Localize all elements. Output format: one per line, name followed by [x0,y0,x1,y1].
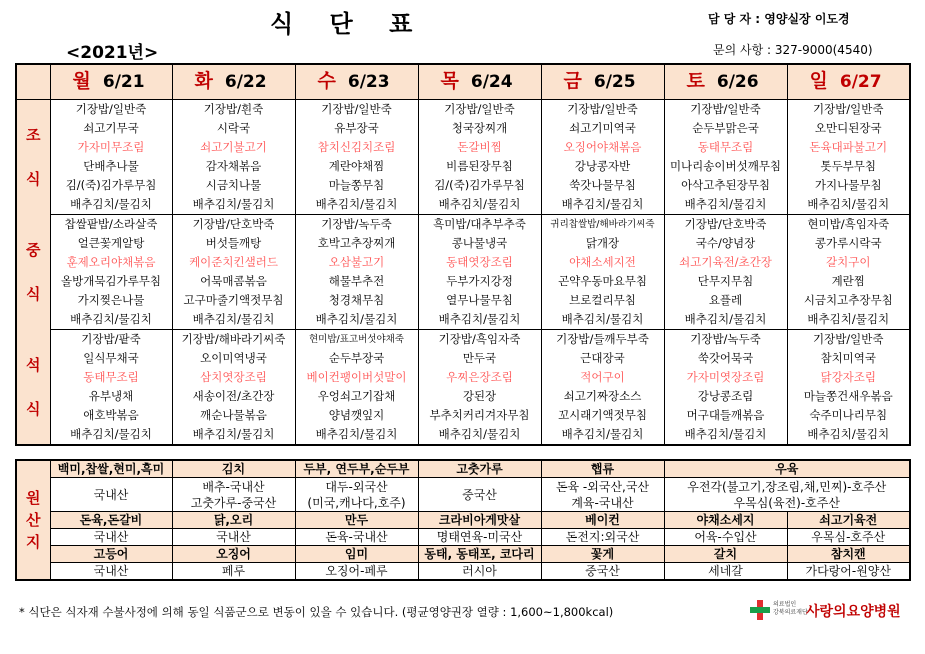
origin-value: 돈전지:외국산 [541,529,664,546]
menu-item: 기장밥/흰죽 [172,100,295,120]
menu-item: 참치미역국 [787,349,910,368]
menu-item: 기장밥/흑임자죽 [418,330,541,350]
origin-head: 백미,찹쌀,현미,흑미 [50,460,172,478]
menu-item: 배추김치/물김치 [787,195,910,215]
origin-head: 고춧가루 [418,460,541,478]
menu-item: 부추치커리겨자무침 [418,406,541,425]
menu-item: 숙주미나리무침 [787,406,910,425]
menu-item: 배추김치/물김치 [418,195,541,215]
menu-item: 오만디된장국 [787,119,910,138]
menu-item: 김/(죽)김가루무침 [418,176,541,195]
origin-table [15,459,911,581]
menu-item: 비름된장무침 [418,157,541,176]
menu-item: 배추김치/물김치 [295,310,418,330]
menu-item: 콩가루시락국 [787,234,910,253]
menu-item: 기장밥/일반죽 [50,100,172,120]
menu-item: 기장밥/해바라기씨죽 [172,330,295,350]
menu-item: 기장밥/녹두죽 [295,215,418,235]
menu-item: 쇠고기불고기 [172,138,295,157]
menu-item: 기장밥/들깨두부죽 [541,330,664,350]
menu-item: 쑥갓어묵국 [664,349,787,368]
menu-item: 배추김치/물김치 [541,425,664,445]
menu-item: 국수/양념장 [664,234,787,253]
menu-item: 고구마줄기액젓무침 [172,291,295,310]
origin-value: 어육-수입산 [664,529,787,546]
day-header-thu: 목 6/24 [418,64,541,100]
menu-item: 훈제오리야채볶음 [50,253,172,272]
menu-item: 머구대들깨볶음 [664,406,787,425]
origin-head: 임미 [295,546,418,563]
menu-item: 청경채무침 [295,291,418,310]
menu-item: 현미밥/표고버섯야채죽 [295,330,418,350]
menu-item: 현미밥/흑임자죽 [787,215,910,235]
menu-item: 흑미밥/대추부추죽 [418,215,541,235]
menu-item: 계란야채찜 [295,157,418,176]
menu-item: 마늘쫑건새우볶음 [787,387,910,406]
day-header-sat: 토 6/26 [664,64,787,100]
menu-item: 배추김치/물김치 [295,195,418,215]
menu-item: 기장밥/일반죽 [787,100,910,120]
origin-value: 국내산 [50,478,172,512]
menu-item: 버섯들깨탕 [172,234,295,253]
page-title: 식 단 표 [270,10,427,38]
menu-item: 배추김치/물김치 [787,310,910,330]
menu-item: 배추김치/물김치 [787,425,910,445]
origin-head: 크라비아게맛살 [418,512,541,529]
menu-item: 기장밥/단호박죽 [664,215,787,235]
menu-item: 시금치고추장무침 [787,291,910,310]
origin-value: 국내산 [50,529,172,546]
menu-item: 양념깻잎지 [295,406,418,425]
menu-item: 쇠고기미역국 [541,119,664,138]
menu-item: 기장밥/일반죽 [787,330,910,350]
menu-item: 우엉쇠고기잡채 [295,387,418,406]
origin-head: 참치캔 [787,546,910,563]
origin-value: 대두-외국산 (미국,캐나다,호주) [295,478,418,512]
origin-head: 야채소세지 [664,512,787,529]
menu-item: 배추김치/물김치 [172,425,295,445]
menu-item: 근대장국 [541,349,664,368]
origin-value: 중국산 [541,563,664,581]
manager-label: 담 당 자 : 영양실장 이도경 [708,12,850,26]
menu-item: 깨순나물볶음 [172,406,295,425]
origin-value: 국내산 [172,529,295,546]
meal-label-dinner: 석 식 [16,330,50,446]
menu-item: 새송이전/초간장 [172,387,295,406]
menu-item: 배추김치/물김치 [418,310,541,330]
menu-item: 아삭고추된장무침 [664,176,787,195]
menu-item: 동태무조림 [50,368,172,387]
origin-value: 가다랑어-원양산 [787,563,910,581]
footnote: * 식단은 식자재 수불사정에 의해 동일 식품군으로 변동이 있을 수 있습니다. (평균영양권장 열량 : 1,600~1,800kcal) [19,605,614,619]
menu-item: 닭개장 [541,234,664,253]
hospital-logo [750,600,910,626]
menu-item: 베이컨팽이버섯말이 [295,368,418,387]
logo-foundation-text: 의료법인 강북의료재단 [773,601,808,616]
menu-item: 단배추나물 [50,157,172,176]
menu-item: 가지나물무침 [787,176,910,195]
origin-head: 김치 [172,460,295,478]
day-header-wed: 수 6/23 [295,64,418,100]
menu-item: 어묵매콤볶음 [172,272,295,291]
menu-item: 올방개묵김가루무침 [50,272,172,291]
day-header-tue: 화 6/22 [172,64,295,100]
origin-head: 우육 [664,460,910,478]
origin-value: 배추-국내산 고춧가루-중국산 [172,478,295,512]
menu-item: 배추김치/물김치 [664,195,787,215]
menu-item: 만두국 [418,349,541,368]
day-header-mon: 월 6/21 [50,64,172,100]
menu-item: 쇠고기육전/초간장 [664,253,787,272]
contact-label: 문의 사항 : 327-9000(4540) [713,43,873,57]
origin-side-label: 원 산 지 [16,460,50,580]
menu-item: 미나리송이버섯깨무침 [664,157,787,176]
menu-item: 오징어야채볶음 [541,138,664,157]
origin-value: 오징어-페루 [295,563,418,581]
origin-value: 페루 [172,563,295,581]
menu-item: 브로컬리무침 [541,291,664,310]
origin-head: 두부, 연두부,순두부 [295,460,418,478]
menu-item: 쇠고기짜장소스 [541,387,664,406]
menu-item: 배추김치/물김치 [50,195,172,215]
menu-item: 감자채볶음 [172,157,295,176]
menu-item: 가지찢은나물 [50,291,172,310]
origin-head: 갈치 [664,546,787,563]
menu-item: 케이준치킨샐러드 [172,253,295,272]
menu-item: 시금치나물 [172,176,295,195]
origin-head: 만두 [295,512,418,529]
origin-head: 오징어 [172,546,295,563]
menu-item: 유부냉채 [50,387,172,406]
menu-item: 기장밥/단호박죽 [172,215,295,235]
menu-item: 찹쌀팥밥/소라살죽 [50,215,172,235]
origin-value: 세네갈 [664,563,787,581]
menu-item: 동태엿장조림 [418,253,541,272]
medical-cross-icon [750,600,770,620]
menu-item: 꼬시래기액젓무침 [541,406,664,425]
menu-item: 동태무조림 [664,138,787,157]
menu-item: 애호박볶음 [50,406,172,425]
menu-item: 배추김치/물김치 [50,425,172,445]
menu-item: 배추김치/물김치 [664,425,787,445]
corner-cell [16,64,50,100]
menu-item: 일식무채국 [50,349,172,368]
menu-item: 배추김치/물김치 [664,310,787,330]
menu-item: 돈갈비찜 [418,138,541,157]
menu-item: 강낭콩조림 [664,387,787,406]
menu-item: 기장밥/일반죽 [541,100,664,120]
menu-item: 순두부맑은국 [664,119,787,138]
menu-item: 돈육대파불고기 [787,138,910,157]
menu-item: 우찌은장조림 [418,368,541,387]
origin-head: 꽃게 [541,546,664,563]
origin-head: 돈육,돈갈비 [50,512,172,529]
menu-item: 유부장국 [295,119,418,138]
menu-item: 적어구이 [541,368,664,387]
origin-value: 국내산 [50,563,172,581]
year-label: <2021년> [66,43,159,63]
origin-value: 돈육 -외국산,국산 계육-국내산 [541,478,664,512]
meal-label-breakfast: 조 식 [16,100,50,215]
menu-item: 갈치구이 [787,253,910,272]
menu-item: 참치신김치조림 [295,138,418,157]
origin-value: 명태연육-미국산 [418,529,541,546]
origin-value: 돈육-국내산 [295,529,418,546]
origin-head: 쇠고기육전 [787,512,910,529]
menu-item: 얼큰꽃게알탕 [50,234,172,253]
menu-item: 가자미엿장조림 [664,368,787,387]
menu-item: 기장밥/녹두죽 [664,330,787,350]
menu-item: 호박고추장찌개 [295,234,418,253]
origin-head: 닭,오리 [172,512,295,529]
logo-hospital-name: 사랑의요양병원 [806,604,901,620]
origin-head: 동태, 동태포, 코다리 [418,546,541,563]
menu-item: 톳두부무침 [787,157,910,176]
origin-head: 햅류 [541,460,664,478]
menu-item: 기장밥/팥죽 [50,330,172,350]
menu-item: 순두부장국 [295,349,418,368]
menu-item: 쑥갓나물무침 [541,176,664,195]
menu-item: 계란찜 [787,272,910,291]
origin-value: 중국산 [418,478,541,512]
menu-item: 단무지무침 [664,272,787,291]
menu-item: 열무나물무침 [418,291,541,310]
origin-value: 우전각(불고기,장조림,채,민찌)-호주산 우목심(육전)-호주산 [664,478,910,512]
menu-item: 배추김치/물김치 [172,195,295,215]
menu-item: 가자미무조림 [50,138,172,157]
menu-item: 오이미역냉국 [172,349,295,368]
menu-item: 배추김치/물김치 [295,425,418,445]
menu-item: 마늘쫑무침 [295,176,418,195]
menu-item: 기장밥/일반죽 [664,100,787,120]
menu-item: 삼치엿장조림 [172,368,295,387]
menu-item: 배추김치/물김치 [541,195,664,215]
menu-item: 시락국 [172,119,295,138]
menu-item: 청국장찌개 [418,119,541,138]
day-header-sun: 일 6/27 [787,64,910,100]
menu-item: 강된장 [418,387,541,406]
menu-item: 쇠고기무국 [50,119,172,138]
meal-label-lunch: 중 식 [16,215,50,330]
menu-item: 배추김치/물김치 [541,310,664,330]
menu-item: 해물부추전 [295,272,418,291]
day-header-fri: 금 6/25 [541,64,664,100]
origin-head: 고등어 [50,546,172,563]
menu-item: 기장밥/일반죽 [295,100,418,120]
origin-value: 러시아 [418,563,541,581]
origin-value: 우목심-호주산 [787,529,910,546]
menu-item: 귀리찹쌀밥/해바라기씨죽 [541,215,664,235]
menu-item: 김/(죽)김가루무침 [50,176,172,195]
menu-table [15,63,911,446]
menu-item: 닭강자조림 [787,368,910,387]
menu-item: 곤약우동마요무침 [541,272,664,291]
menu-item: 콩나물냉국 [418,234,541,253]
origin-head: 베이컨 [541,512,664,529]
menu-item: 오삼불고기 [295,253,418,272]
menu-item: 배추김치/물김치 [418,425,541,445]
menu-item: 요플레 [664,291,787,310]
menu-item: 강낭콩자반 [541,157,664,176]
menu-item: 두부가지강정 [418,272,541,291]
menu-item: 야채소세지전 [541,253,664,272]
menu-item: 배추김치/물김치 [172,310,295,330]
menu-item: 기장밥/일반죽 [418,100,541,120]
menu-item: 배추김치/물김치 [50,310,172,330]
